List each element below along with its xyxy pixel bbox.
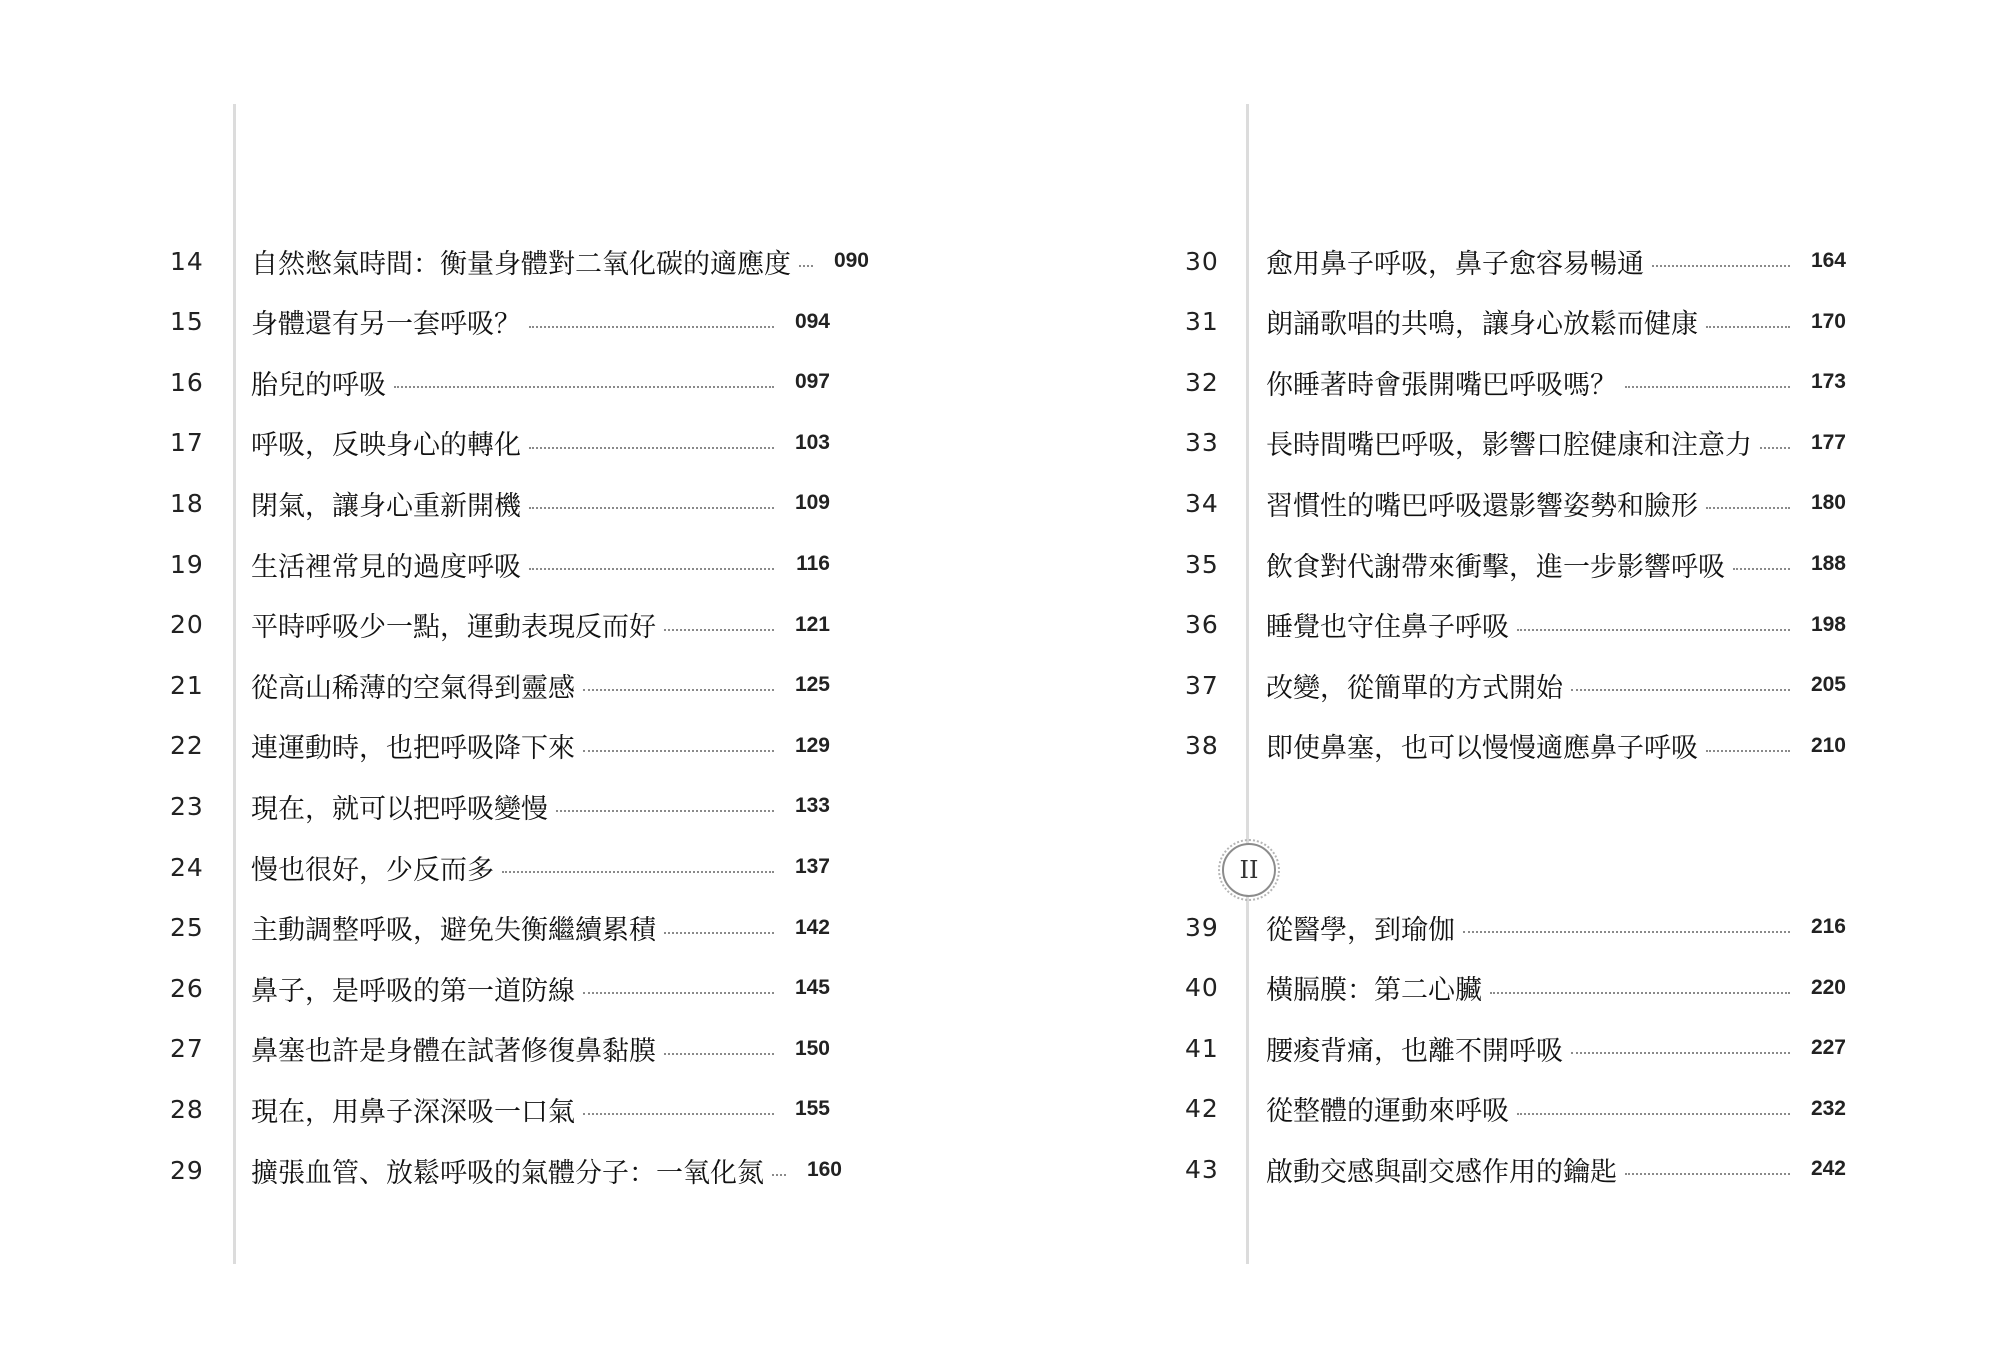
chapter-number: 28 (170, 1094, 204, 1124)
chapter-number: 38 (1185, 731, 1219, 761)
toc-entry[interactable] (170, 544, 830, 584)
chapter-number: 42 (1185, 1094, 1219, 1124)
chapter-title[interactable]: 橫膈膜：第二心臟 (1266, 975, 1482, 1007)
toc-entry[interactable] (1185, 362, 1846, 402)
chapter-number: 41 (1185, 1033, 1219, 1063)
dot-leader (583, 992, 774, 994)
page-number: 216 (1810, 915, 1846, 938)
toc-entry[interactable] (1185, 665, 1846, 705)
chapter-title[interactable]: 連運動時，也把呼吸降下來 (251, 733, 575, 765)
page-number: 188 (1810, 552, 1846, 575)
dot-leader (1625, 386, 1790, 388)
chapter-title[interactable]: 胎兒的呼吸 (251, 369, 386, 401)
page-number: 220 (1810, 975, 1846, 999)
chapter-number: 34 (1185, 488, 1219, 518)
dot-leader (1517, 629, 1790, 631)
page-number: 129 (794, 733, 830, 757)
chapter-number: 20 (170, 610, 204, 640)
dot-leader (1706, 326, 1790, 328)
chapter-number: 32 (1185, 367, 1219, 397)
page-number: 125 (794, 673, 830, 697)
chapter-title[interactable]: 鼻子，是呼吸的第一道防線 (251, 975, 575, 1007)
page-number: 116 (796, 552, 830, 575)
toc-entry[interactable] (170, 968, 830, 1008)
chapter-title[interactable]: 從醫學，到瑜伽 (1266, 914, 1455, 946)
page-number: 155 (794, 1097, 830, 1121)
chapter-number: 23 (170, 791, 204, 821)
dot-leader (1760, 447, 1790, 449)
dot-leader (1571, 689, 1790, 691)
chapter-number: 18 (170, 488, 204, 518)
chapter-title[interactable]: 朗誦歌唱的共鳴，讓身心放鬆而健康 (1266, 309, 1698, 341)
page-number: 177 (1810, 430, 1846, 454)
dot-leader (1517, 1113, 1790, 1115)
chapter-number: 31 (1185, 307, 1219, 337)
chapter-title[interactable]: 從整體的運動來呼吸 (1266, 1096, 1509, 1128)
chapter-number: 30 (1185, 246, 1219, 276)
toc-entry[interactable] (170, 665, 830, 705)
toc-entry[interactable] (170, 483, 830, 523)
toc-entry[interactable] (1185, 1028, 1846, 1068)
page-number: 227 (1810, 1036, 1846, 1060)
toc-entry[interactable] (1185, 423, 1846, 463)
page-number: 180 (1810, 491, 1846, 515)
toc-entry[interactable] (1185, 1149, 1846, 1189)
chapter-number: 25 (170, 913, 204, 943)
dot-leader (1706, 507, 1790, 509)
dot-leader (1571, 1052, 1790, 1054)
toc-entry[interactable] (170, 1150, 842, 1190)
toc-entry[interactable] (170, 1029, 830, 1069)
toc-entry[interactable] (170, 908, 830, 948)
right-page (1002, 0, 2004, 1355)
chapter-number: 27 (170, 1034, 204, 1064)
page-number: 137 (794, 855, 830, 878)
dot-leader (1490, 992, 1790, 994)
chapter-title[interactable]: 主動調整呼吸，避免失衡繼續累積 (251, 915, 656, 947)
dot-leader (1463, 931, 1790, 933)
chapter-title[interactable]: 改變，從簡單的方式開始 (1266, 672, 1563, 704)
chapter-number: 36 (1185, 610, 1219, 640)
dot-leader (664, 1053, 774, 1055)
toc-entry[interactable] (1185, 241, 1846, 281)
page-number: 232 (1810, 1096, 1846, 1120)
page-number: 198 (1810, 612, 1846, 636)
page-number: 170 (1810, 309, 1846, 333)
chapter-number: 17 (170, 428, 204, 458)
dot-leader (772, 1174, 786, 1176)
toc-entry[interactable] (170, 605, 830, 645)
chapter-number: 39 (1185, 912, 1219, 942)
page-number: 242 (1810, 1157, 1846, 1181)
chapter-title[interactable]: 長時間嘴巴呼吸，影響口腔健康和注意力 (1266, 430, 1752, 462)
dot-leader (502, 871, 774, 873)
page-number: 150 (794, 1036, 830, 1060)
chapter-title[interactable]: 飲食對代謝帶來衝擊，進一步影響呼吸 (1266, 551, 1725, 583)
dot-leader (583, 689, 774, 691)
page-number: 164 (1810, 249, 1846, 272)
dot-leader (1625, 1173, 1790, 1175)
chapter-title[interactable]: 腰痠背痛，也離不開呼吸 (1266, 1035, 1563, 1067)
toc-entry[interactable] (1185, 302, 1846, 342)
chapter-title[interactable]: 從高山稀薄的空氣得到靈感 (251, 672, 575, 704)
chapter-title[interactable]: 現在，用鼻子深深吸一口氣 (251, 1096, 575, 1128)
page-number: 109 (794, 491, 830, 515)
dot-leader (799, 265, 813, 267)
dot-leader (583, 750, 774, 752)
chapter-number: 35 (1185, 549, 1219, 579)
chapter-title[interactable]: 呼吸，反映身心的轉化 (251, 430, 521, 462)
page-number: 160 (806, 1158, 842, 1181)
toc-entry[interactable] (170, 726, 830, 766)
toc-entry[interactable] (1185, 544, 1846, 584)
toc-entry[interactable] (1185, 483, 1846, 523)
dot-leader (1652, 265, 1790, 267)
chapter-number: 22 (170, 731, 204, 761)
toc-entry[interactable] (170, 847, 830, 887)
toc-entry[interactable] (170, 786, 830, 826)
chapter-title[interactable]: 身體還有另一套呼吸？ (251, 309, 521, 341)
chapter-title[interactable]: 擴張血管、放鬆呼吸的氣體分子：一氧化氮 (251, 1157, 764, 1189)
chapter-title[interactable]: 你睡著時會張開嘴巴呼吸嗎？ (1266, 369, 1617, 401)
chapter-title[interactable]: 睡覺也守住鼻子呼吸 (1266, 612, 1509, 644)
page-number: 094 (794, 309, 830, 333)
toc-entry[interactable] (1185, 968, 1846, 1008)
chapter-title[interactable]: 自然憋氣時間：衡量身體對二氧化碳的適應度 (251, 248, 791, 280)
page-number: 145 (794, 976, 830, 1000)
page-number: 142 (794, 915, 830, 939)
chapter-title[interactable]: 生活裡常見的過度呼吸 (251, 551, 521, 583)
chapter-title[interactable]: 鼻塞也許是身體在試著修復鼻黏膜 (251, 1036, 656, 1068)
chapter-number: 21 (170, 670, 204, 700)
page-number: 133 (794, 794, 830, 818)
dot-leader (529, 507, 774, 509)
dot-leader (394, 386, 774, 388)
page-number: 121 (794, 612, 830, 636)
toc-entry[interactable] (1185, 605, 1846, 645)
dot-leader (1706, 750, 1790, 752)
chapter-title[interactable]: 愈用鼻子呼吸，鼻子愈容易暢通 (1266, 248, 1644, 280)
dot-leader (556, 810, 774, 812)
chapter-title[interactable]: 閉氣，讓身心重新開機 (251, 490, 521, 522)
dot-leader (529, 568, 774, 570)
chapter-number: 15 (170, 307, 204, 337)
chapter-title[interactable]: 即使鼻塞，也可以慢慢適應鼻子呼吸 (1266, 733, 1698, 765)
chapter-number: 24 (170, 852, 204, 882)
chapter-title[interactable]: 慢也很好，少反而多 (251, 854, 494, 886)
toc-entry[interactable] (1185, 907, 1846, 947)
page-number: 173 (1810, 370, 1846, 394)
dot-leader (664, 932, 774, 934)
page-number: 090 (833, 249, 869, 272)
page-number: 205 (1810, 673, 1846, 697)
page-number: 210 (1810, 733, 1846, 757)
chapter-number: 33 (1185, 428, 1219, 458)
chapter-title[interactable]: 啟動交感與副交感作用的鑰匙 (1266, 1156, 1617, 1188)
toc-entry[interactable] (170, 302, 830, 342)
dot-leader (583, 1113, 774, 1115)
chapter-number: 14 (170, 246, 204, 276)
toc-entry[interactable] (170, 1089, 830, 1129)
chapter-number: 37 (1185, 670, 1219, 700)
toc-entry[interactable] (170, 423, 830, 463)
dot-leader (1733, 568, 1790, 570)
chapter-number: 29 (170, 1155, 204, 1185)
chapter-title[interactable]: 平時呼吸少一點，運動表現反而好 (251, 612, 656, 644)
page-number: 103 (794, 430, 830, 454)
toc-entry[interactable] (1185, 1089, 1846, 1129)
chapter-number: 19 (170, 549, 204, 579)
toc-entry[interactable] (1185, 726, 1846, 766)
chapter-title[interactable]: 習慣性的嘴巴呼吸還影響姿勢和臉形 (1266, 490, 1698, 522)
dot-leader (529, 326, 774, 328)
part-badge-label: II (1239, 856, 1259, 884)
chapter-number: 43 (1185, 1154, 1219, 1184)
dot-leader (529, 447, 774, 449)
chapter-title[interactable]: 現在，就可以把呼吸變慢 (251, 793, 548, 825)
part-badge (1222, 843, 1276, 897)
toc-entry[interactable] (170, 362, 830, 402)
page-number: 097 (794, 370, 830, 394)
toc-entry[interactable] (170, 241, 869, 281)
chapter-number: 40 (1185, 973, 1219, 1003)
chapter-number: 26 (170, 973, 204, 1003)
chapter-number: 16 (170, 367, 204, 397)
dot-leader (664, 629, 774, 631)
